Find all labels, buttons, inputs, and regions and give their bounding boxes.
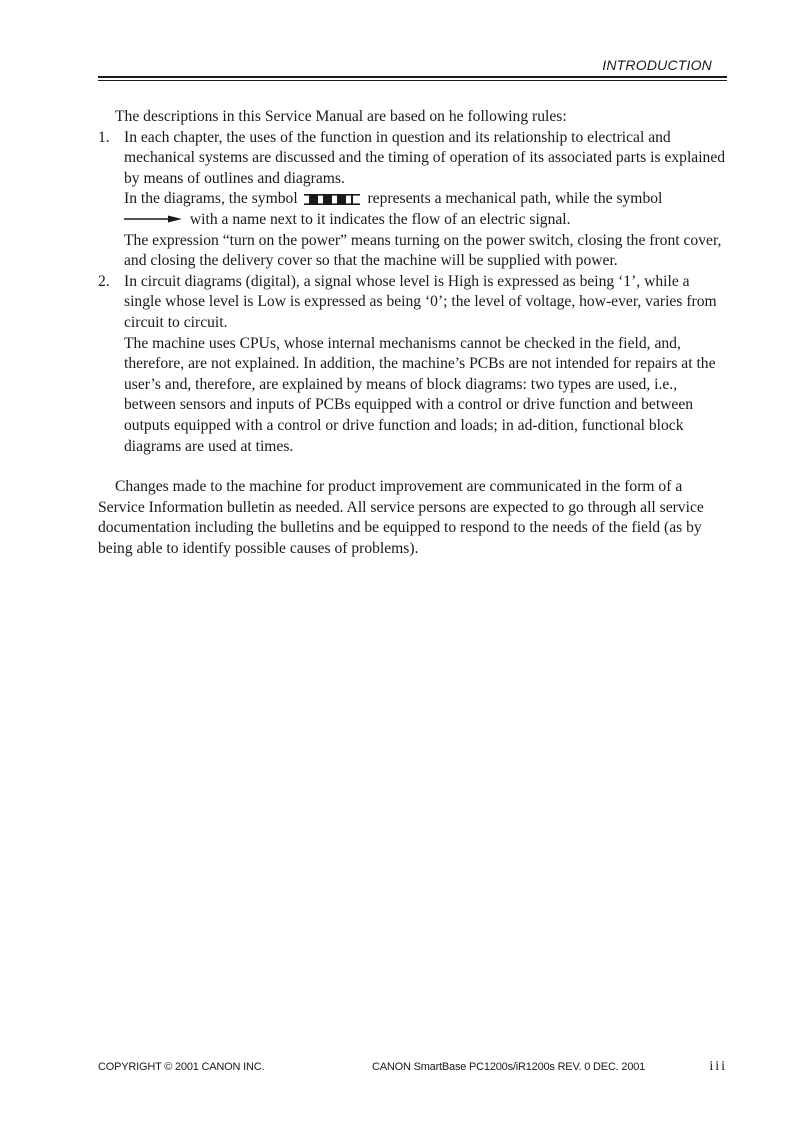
rule-number: 1. (98, 128, 110, 146)
footer-model-info: CANON SmartBase PC1200s/iR1200s REV. 0 DEC. 2001 (372, 1061, 646, 1073)
page-body (98, 107, 730, 559)
header-rule-thick (98, 76, 727, 78)
rule-2-paragraph-2: The machine uses CPUs, whose internal mechanisms cannot be checked in the field, and, therefore, are not explained. In addition, the machine’s PCBs are not intended for repairs at the user’s and, therefore, are explained by means of block diagrams: two types are used, i.e., between sensors and inputs of PCBs equipped with a control or drive function and between outputs equipped with a control or drive function and loads; in ad-dition, functional block diagrams are used at times. (124, 334, 716, 455)
paragraph-gap (98, 457, 730, 477)
closing-paragraph: Changes made to the machine for product improvement are communicated in the form of a Service Information bulletin as needed. All service persons are expected to go through all service documentation including the bulletins and be equipped to respond to the needs of the field (as by being able to identify possible causes of problems). (98, 478, 704, 557)
rule-1-paragraph-1: In each chapter, the uses of the function in question and its relationship to electrical and mechanical systems are discussed and the timing of operation of its associated parts is explained by means of outlines and diagrams. (124, 128, 726, 187)
rule-1-paragraph-2 (124, 189, 730, 230)
mechanical-path-symbol-icon (304, 194, 360, 205)
rule-number: 2. (98, 272, 110, 290)
rule-1-paragraph-3: The expression “turn on the power” means turning on the power switch, closing the front cover, and closing the delivery cover so that the machine will be supplied with power. (124, 231, 722, 270)
footer-copyright: COPYRIGHT © 2001 CANON INC. (98, 1061, 265, 1073)
rule-2-paragraph-1: In circuit diagrams (digital), a signal whose level is High is expressed as being ‘1’, while a single whose level is Low is expressed as being ‘0’; the level of voltage, how-ever, varies from circuit to circuit. (124, 272, 717, 331)
rule-item-2 (98, 272, 730, 457)
intro-paragraph: The descriptions in this Service Manual are based on he following rules: (115, 108, 567, 125)
header-rule-thin (98, 80, 727, 81)
rule-item-1 (98, 128, 730, 272)
symbol-sentence-end: with a name next to it indicates the flow of an electric signal. (189, 210, 571, 228)
symbol-sentence-middle: represents a mechanical path, while the symbol (367, 190, 663, 208)
signal-arrow-icon (124, 215, 182, 223)
section-title: INTRODUCTION (602, 57, 712, 73)
page-number: iii (709, 1059, 727, 1074)
symbol-sentence-start: In the diagrams, the symbol (124, 190, 298, 208)
